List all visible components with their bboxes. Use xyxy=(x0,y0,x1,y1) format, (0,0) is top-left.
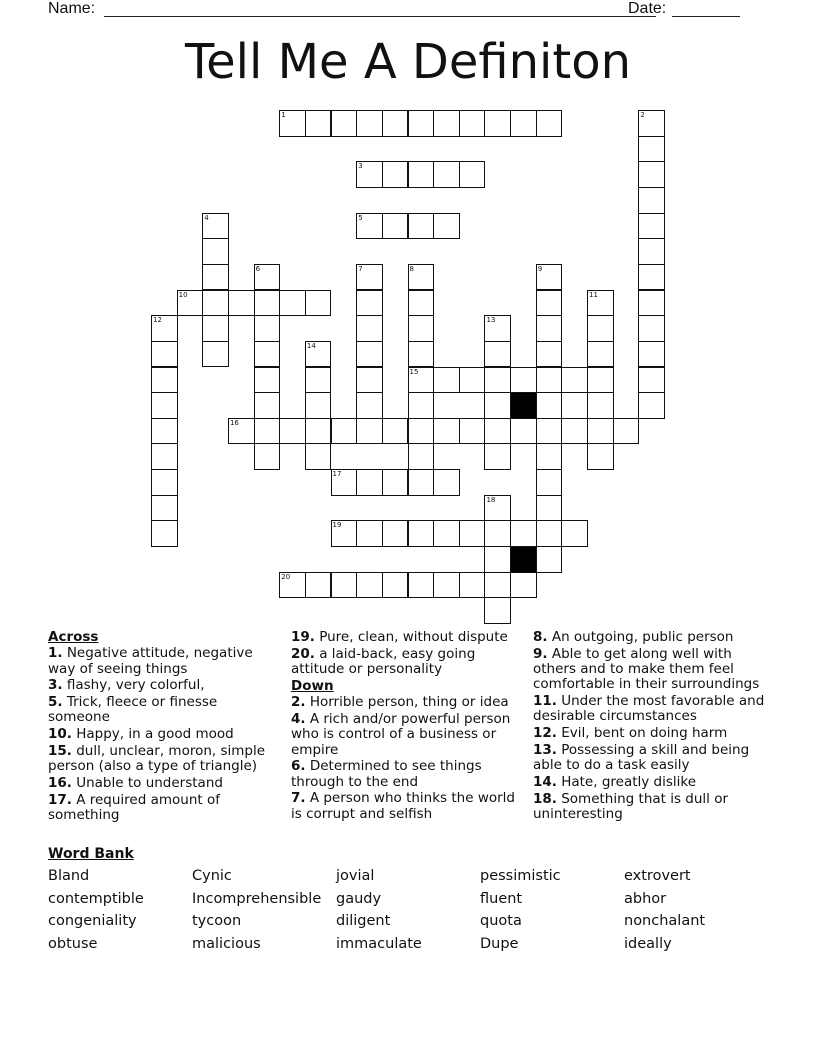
word-bank-item: extrovert xyxy=(624,868,691,884)
word-bank-title: Word Bank xyxy=(48,846,134,862)
word-bank-item: tycoon xyxy=(192,913,242,930)
word-bank-item: pessimistic xyxy=(480,868,561,884)
grid-cell[interactable] xyxy=(331,469,358,496)
word-bank-item: Incomprehensible xyxy=(192,890,322,907)
clue-across: 10. Happy, in a good mood xyxy=(48,726,234,743)
clue-down: 13. Possessing a skill and being able to do a task easily xyxy=(533,742,750,774)
grid-cell[interactable] xyxy=(459,110,486,137)
grid-cell[interactable] xyxy=(151,443,178,470)
clue-down: 18. Something that is dull or uninteresting xyxy=(533,790,729,823)
grid-cell[interactable] xyxy=(305,290,332,317)
clue-number: 3 xyxy=(358,162,363,171)
grid-cell[interactable] xyxy=(459,572,486,599)
grid-cell[interactable] xyxy=(536,546,563,573)
grid-cell[interactable] xyxy=(356,213,383,240)
grid-cell[interactable] xyxy=(638,187,665,214)
grid-cell[interactable] xyxy=(587,392,614,419)
clue-down: 6. Determined to see things through to the end xyxy=(291,758,482,790)
grid-cell[interactable] xyxy=(408,110,435,137)
grid-cell[interactable] xyxy=(536,520,563,547)
grid-cell[interactable] xyxy=(587,418,614,445)
clue-across: 5. Trick, fleece or finesse someone xyxy=(48,694,218,726)
black-cell xyxy=(510,546,537,573)
grid-cell[interactable] xyxy=(356,264,383,291)
grid-cell[interactable] xyxy=(151,418,178,445)
word-bank xyxy=(48,868,768,958)
grid-cell[interactable] xyxy=(151,367,178,394)
grid-cell[interactable] xyxy=(254,367,281,394)
grid-cell[interactable] xyxy=(382,110,409,137)
grid-cell[interactable] xyxy=(408,392,435,419)
clue-number: 19 xyxy=(332,521,342,530)
grid-cell[interactable] xyxy=(382,213,409,240)
grid-cell[interactable] xyxy=(382,418,409,445)
grid-cell[interactable] xyxy=(484,110,511,137)
grid-cell[interactable] xyxy=(228,418,255,445)
grid-cell[interactable] xyxy=(356,341,383,368)
clue-number: 13 xyxy=(486,316,496,325)
grid-cell[interactable] xyxy=(254,315,281,342)
word-bank-item: immaculate xyxy=(336,935,422,952)
grid-cell[interactable] xyxy=(305,572,332,599)
grid-cell[interactable] xyxy=(408,469,435,496)
grid-cell[interactable] xyxy=(254,443,281,470)
clues-column-3 xyxy=(533,630,773,824)
grid-cell[interactable] xyxy=(279,290,306,317)
grid-cell[interactable] xyxy=(638,161,665,188)
down-header: Down xyxy=(291,677,334,694)
clue-down: 4. A rich and/or powerful person who is control of a business or empire xyxy=(291,710,511,758)
grid-cell[interactable] xyxy=(254,264,281,291)
grid-cell[interactable] xyxy=(331,110,358,137)
clues-column-1 xyxy=(48,630,280,825)
grid-cell[interactable] xyxy=(536,110,563,137)
grid-cell[interactable] xyxy=(536,392,563,419)
clue-number: 8 xyxy=(409,264,414,273)
name-label: Name: xyxy=(48,0,96,17)
grid-cell[interactable] xyxy=(382,572,409,599)
grid-cell[interactable] xyxy=(382,161,409,188)
grid-cell[interactable] xyxy=(151,495,178,522)
clue-across: 19. Pure, clean, without dispute xyxy=(291,629,508,645)
across-header: Across xyxy=(48,629,99,645)
clue-number: 18 xyxy=(486,495,496,504)
grid-cell[interactable] xyxy=(408,315,435,342)
grid-cell[interactable] xyxy=(254,418,281,445)
name-date-header xyxy=(48,0,748,22)
clue-down: 8. An outgoing, public person xyxy=(533,629,734,645)
grid-cell[interactable] xyxy=(305,443,332,470)
grid-cell[interactable] xyxy=(408,572,435,599)
grid-cell[interactable] xyxy=(356,469,383,496)
clue-across: 20. a laid-back, easy going attitude or personality xyxy=(291,645,476,678)
clue-across: 15. dull, unclear, moron, simple person (also a type of triangle) xyxy=(48,743,266,775)
clue-down: 7. A person who thinks the world is corrupt and selfish xyxy=(291,790,515,822)
grid-cell[interactable] xyxy=(305,418,332,445)
grid-cell[interactable] xyxy=(587,341,614,368)
grid-cell[interactable] xyxy=(408,290,435,317)
clue-number: 11 xyxy=(589,290,598,299)
grid-cell[interactable] xyxy=(510,110,537,137)
grid-cell[interactable] xyxy=(536,367,563,394)
grid-cell[interactable] xyxy=(356,290,383,317)
grid-cell[interactable] xyxy=(613,418,640,445)
word-bank-item: fluent xyxy=(480,890,523,907)
word-bank-item: diligent xyxy=(336,913,391,930)
grid-cell[interactable] xyxy=(151,520,178,547)
grid-cell[interactable] xyxy=(510,418,537,445)
grid-cell[interactable] xyxy=(408,341,435,368)
grid-cell[interactable] xyxy=(536,315,563,342)
grid-cell[interactable] xyxy=(254,290,281,317)
grid-cell[interactable] xyxy=(484,546,511,573)
grid-cell[interactable] xyxy=(459,418,486,445)
grid-cell[interactable] xyxy=(561,367,588,394)
grid-cell[interactable] xyxy=(587,290,614,317)
grid-cell[interactable] xyxy=(254,341,281,368)
grid-cell[interactable] xyxy=(202,341,229,368)
grid-cell[interactable] xyxy=(356,110,383,137)
grid-cell[interactable] xyxy=(638,238,665,265)
grid-cell[interactable] xyxy=(638,213,665,240)
word-bank-item: obtuse xyxy=(48,935,98,952)
grid-cell[interactable] xyxy=(536,264,563,291)
clue-number: 17 xyxy=(332,470,342,479)
clue-number: 10 xyxy=(178,290,188,299)
grid-cell[interactable] xyxy=(484,418,511,445)
grid-cell[interactable] xyxy=(510,367,537,394)
grid-cell[interactable] xyxy=(433,213,460,240)
clue-number: 20 xyxy=(281,572,291,581)
grid-cell[interactable] xyxy=(484,597,511,624)
black-cell xyxy=(510,392,537,419)
word-bank-item: malicious xyxy=(192,935,261,952)
word-bank-item: ideally xyxy=(624,935,672,952)
grid-cell[interactable] xyxy=(356,520,383,547)
grid-cell[interactable] xyxy=(459,161,486,188)
clue-number: 6 xyxy=(255,264,261,273)
grid-cell[interactable] xyxy=(151,469,178,496)
page-title: Tell Me A Definiton xyxy=(184,34,631,90)
grid-cell[interactable] xyxy=(305,392,332,419)
clue-down: 9. Able to get along well with others and to make them feel comfortable in their surroundings xyxy=(533,645,760,693)
word-bank-item: Dupe xyxy=(480,935,519,952)
grid-cell[interactable] xyxy=(151,341,178,368)
grid-cell[interactable] xyxy=(382,520,409,547)
grid-cell[interactable] xyxy=(228,290,255,317)
grid-cell[interactable] xyxy=(151,315,178,342)
grid-cell[interactable] xyxy=(408,418,435,445)
grid-cell[interactable] xyxy=(638,367,665,394)
grid-cell[interactable] xyxy=(561,520,588,547)
clue-down: 2. Horrible person, thing or idea xyxy=(291,694,509,711)
grid-cell[interactable] xyxy=(356,367,383,394)
clue-number: 16 xyxy=(229,418,239,427)
grid-cell[interactable] xyxy=(536,418,563,445)
grid-cell[interactable] xyxy=(536,443,563,470)
word-bank-item: abhor xyxy=(624,890,667,907)
grid-cell[interactable] xyxy=(408,161,435,188)
clues-column-2 xyxy=(291,630,523,824)
grid-cell[interactable] xyxy=(433,520,460,547)
grid-cell[interactable] xyxy=(587,367,614,394)
clue-across: 3. flashy, very colorful, xyxy=(48,677,205,694)
grid-cell[interactable] xyxy=(305,341,332,368)
grid-cell[interactable] xyxy=(587,443,614,470)
clue-number: 7 xyxy=(358,264,363,273)
clue-number: 1 xyxy=(281,111,286,119)
grid-cell[interactable] xyxy=(305,367,332,394)
grid-cell[interactable] xyxy=(202,264,229,291)
word-bank-item: contemptible xyxy=(48,890,144,907)
clue-down: 14. Hate, greatly dislike xyxy=(533,774,697,791)
clue-number: 4 xyxy=(204,213,209,222)
grid-cell[interactable] xyxy=(433,572,460,599)
grid-cell[interactable] xyxy=(484,392,511,419)
word-bank-item: congeniality xyxy=(48,913,137,930)
clue-across: 16. Unable to understand xyxy=(48,775,223,792)
grid-cell[interactable] xyxy=(638,315,665,342)
grid-cell[interactable] xyxy=(536,341,563,368)
word-bank-item: nonchalant xyxy=(624,913,706,930)
grid-cell[interactable] xyxy=(536,290,563,317)
grid-cell[interactable] xyxy=(484,443,511,470)
grid-cell[interactable] xyxy=(433,367,460,394)
grid-cell[interactable] xyxy=(202,238,229,265)
grid-cell[interactable] xyxy=(356,418,383,445)
word-bank-item: jovial xyxy=(336,868,375,884)
grid-cell[interactable] xyxy=(536,469,563,496)
clue-number: 14 xyxy=(306,341,316,350)
clue-across: 1. Negative attitude, negative way of seeing things xyxy=(48,645,253,677)
grid-cell[interactable] xyxy=(484,520,511,547)
grid-cell[interactable] xyxy=(536,495,563,522)
grid-cell[interactable] xyxy=(331,572,358,599)
grid-cell[interactable] xyxy=(638,341,665,368)
grid-cell[interactable] xyxy=(331,418,358,445)
grid-cell[interactable] xyxy=(408,443,435,470)
grid-cell[interactable] xyxy=(254,392,281,419)
grid-cell[interactable] xyxy=(356,315,383,342)
grid-cell[interactable] xyxy=(305,110,332,137)
clue-number: 15 xyxy=(409,367,419,376)
grid-cell[interactable] xyxy=(459,520,486,547)
grid-cell[interactable] xyxy=(484,495,511,522)
grid-cell[interactable] xyxy=(331,520,358,547)
grid-cell[interactable] xyxy=(484,315,511,342)
grid-cell[interactable] xyxy=(510,572,537,599)
grid-cell[interactable] xyxy=(484,572,511,599)
grid-cell[interactable] xyxy=(202,290,229,317)
grid-cell[interactable] xyxy=(638,290,665,317)
grid-cell[interactable] xyxy=(151,392,178,419)
clue-across: 17. A required amount of something xyxy=(48,791,220,824)
grid-cell[interactable] xyxy=(408,520,435,547)
grid-cell[interactable] xyxy=(408,264,435,291)
grid-cell[interactable] xyxy=(408,367,435,394)
date-label: Date: xyxy=(628,0,667,17)
word-bank-item: Cynic xyxy=(192,868,232,884)
clue-number: 5 xyxy=(358,213,363,222)
grid-cell[interactable] xyxy=(433,161,460,188)
grid-cell[interactable] xyxy=(638,264,665,291)
grid-cell[interactable] xyxy=(433,418,460,445)
date-line xyxy=(672,16,740,17)
clue-number: 9 xyxy=(537,264,543,273)
grid-cell[interactable] xyxy=(279,110,306,137)
clue-number: 2 xyxy=(640,111,645,119)
grid-cell[interactable] xyxy=(587,315,614,342)
grid-cell[interactable] xyxy=(638,392,665,419)
grid-cell[interactable] xyxy=(202,315,229,342)
grid-cell[interactable] xyxy=(356,392,383,419)
clue-down: 11. Under the most favorable and desirable circumstances xyxy=(533,693,765,725)
grid-cell[interactable] xyxy=(433,469,460,496)
clue-number: 12 xyxy=(153,316,162,325)
grid-cell[interactable] xyxy=(279,418,306,445)
word-bank-item: gaudy xyxy=(336,890,382,907)
grid-cell[interactable] xyxy=(279,572,306,599)
grid-cell[interactable] xyxy=(638,136,665,163)
grid-cell[interactable] xyxy=(356,161,383,188)
grid-cell[interactable] xyxy=(484,341,511,368)
grid-cell[interactable] xyxy=(433,110,460,137)
grid-cell[interactable] xyxy=(356,572,383,599)
grid-cell[interactable] xyxy=(202,213,229,240)
grid-cell[interactable] xyxy=(382,469,409,496)
grid-cell[interactable] xyxy=(561,418,588,445)
word-bank-item: quota xyxy=(480,913,522,930)
clue-down: 12. Evil, bent on doing harm xyxy=(533,725,728,742)
grid-cell[interactable] xyxy=(484,367,511,394)
grid-cell[interactable] xyxy=(459,367,486,394)
grid-cell[interactable] xyxy=(510,520,537,547)
word-bank-item: Bland xyxy=(48,868,90,884)
grid-cell[interactable] xyxy=(408,213,435,240)
grid-cell[interactable] xyxy=(638,110,665,137)
name-line xyxy=(104,16,656,17)
grid-cell[interactable] xyxy=(177,290,204,317)
